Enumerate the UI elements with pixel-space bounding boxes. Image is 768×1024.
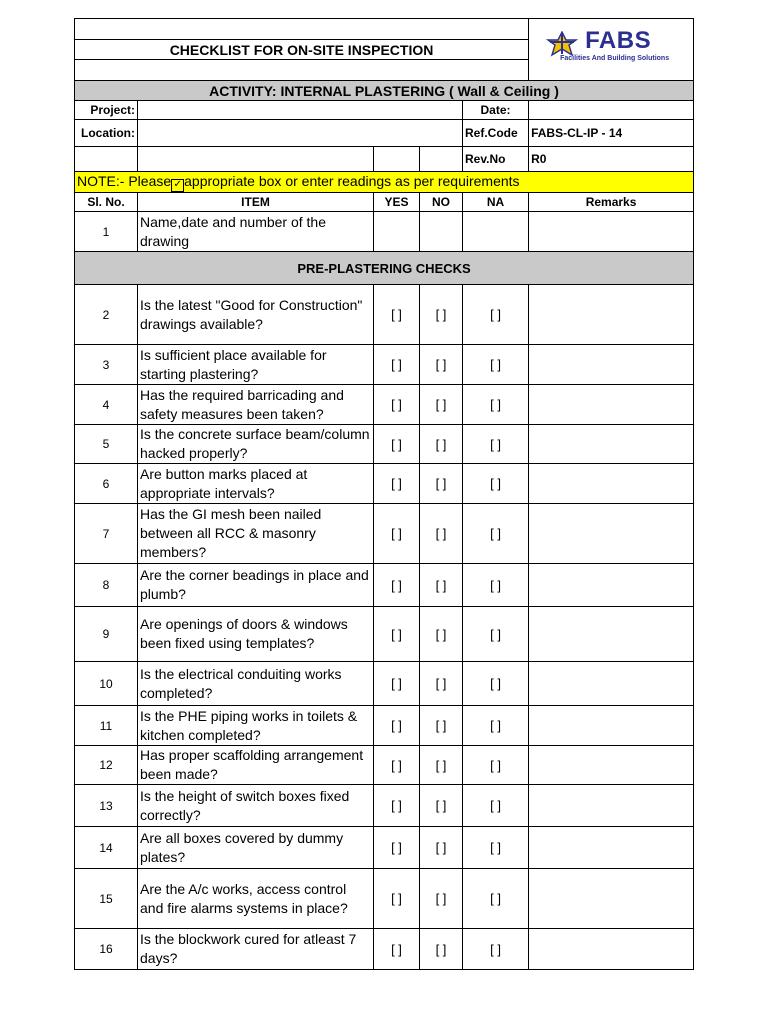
refcode-label: Ref.Code <box>463 120 529 147</box>
row-item: Has the GI mesh been nailed between all RCC & masonry members? <box>138 504 374 564</box>
yes-checkbox[interactable]: [ ] <box>374 607 420 662</box>
row-number: 3 <box>75 345 138 385</box>
blank-cell <box>75 147 138 172</box>
blank-top-cell <box>75 19 529 40</box>
yes-checkbox[interactable]: [ ] <box>374 345 420 385</box>
table-row <box>75 504 694 564</box>
no-cell[interactable] <box>420 212 463 252</box>
yes-checkbox[interactable]: [ ] <box>374 425 420 464</box>
yes-checkbox[interactable]: [ ] <box>374 564 420 607</box>
instruction-note <box>75 172 694 193</box>
yes-cell[interactable] <box>374 212 420 252</box>
row-number: 12 <box>75 746 138 785</box>
date-field[interactable] <box>529 101 694 120</box>
row-number: 15 <box>75 869 138 929</box>
na-checkbox[interactable]: [ ] <box>463 607 529 662</box>
yes-checkbox[interactable]: [ ] <box>374 464 420 504</box>
row-number: 16 <box>75 929 138 970</box>
no-checkbox[interactable]: [ ] <box>420 464 463 504</box>
no-checkbox[interactable]: [ ] <box>420 345 463 385</box>
yes-checkbox[interactable]: [ ] <box>374 929 420 970</box>
table-row <box>75 425 694 464</box>
row-number: 11 <box>75 706 138 746</box>
na-checkbox[interactable]: [ ] <box>463 385 529 425</box>
row-item: Is the blockwork cured for atleast 7 days? <box>138 929 374 970</box>
no-checkbox[interactable]: [ ] <box>420 385 463 425</box>
remarks-cell[interactable] <box>529 345 694 385</box>
remarks-cell[interactable] <box>529 285 694 345</box>
no-checkbox[interactable]: [ ] <box>420 285 463 345</box>
row-item: Has the required barricading and safety measures been taken? <box>138 385 374 425</box>
yes-checkbox[interactable]: [ ] <box>374 285 420 345</box>
fabs-cross-logo-icon <box>545 31 579 57</box>
row-number: 7 <box>75 504 138 564</box>
table-row <box>75 706 694 746</box>
table-row <box>75 607 694 662</box>
row-number: 13 <box>75 785 138 827</box>
yes-checkbox[interactable]: [ ] <box>374 706 420 746</box>
row-item: Are button marks placed at appropriate intervals? <box>138 464 374 504</box>
row-item: Name,date and number of the drawing <box>138 212 374 252</box>
remarks-cell[interactable] <box>529 929 694 970</box>
na-checkbox[interactable]: [ ] <box>463 785 529 827</box>
revno-value: R0 <box>529 147 694 172</box>
no-checkbox[interactable]: [ ] <box>420 827 463 869</box>
activity-title: ACTIVITY: INTERNAL PLASTERING ( Wall & Ceiling ) <box>75 81 694 101</box>
row-item: Are all boxes covered by dummy plates? <box>138 827 374 869</box>
no-checkbox[interactable]: [ ] <box>420 425 463 464</box>
remarks-cell[interactable] <box>529 746 694 785</box>
na-checkbox[interactable]: [ ] <box>463 662 529 706</box>
project-field[interactable] <box>138 101 463 120</box>
na-checkbox[interactable]: [ ] <box>463 706 529 746</box>
refcode-value: FABS-CL-IP - 14 <box>529 120 694 147</box>
na-checkbox[interactable]: [ ] <box>463 869 529 929</box>
checkbox-check-icon: ✓ <box>171 179 184 192</box>
na-cell[interactable] <box>463 212 529 252</box>
note-suffix: appropriate box or enter readings as per requirements <box>184 172 520 189</box>
remarks-cell[interactable] <box>529 504 694 564</box>
remarks-cell[interactable] <box>529 869 694 929</box>
project-label: Project: <box>75 101 138 120</box>
col-header-no: NO <box>420 193 463 212</box>
row-item: Are openings of doors & windows been fixed using templates? <box>138 607 374 662</box>
table-row <box>75 285 694 345</box>
row-item: Is the electrical conduiting works completed? <box>138 662 374 706</box>
row-number: 5 <box>75 425 138 464</box>
yes-checkbox[interactable]: [ ] <box>374 662 420 706</box>
table-row <box>75 345 694 385</box>
na-checkbox[interactable]: [ ] <box>463 285 529 345</box>
row-number: 6 <box>75 464 138 504</box>
row-number: 2 <box>75 285 138 345</box>
remarks-cell[interactable] <box>529 212 694 252</box>
blank-cell <box>420 147 463 172</box>
blank-cell <box>138 147 374 172</box>
na-checkbox[interactable]: [ ] <box>463 929 529 970</box>
remarks-cell[interactable] <box>529 385 694 425</box>
yes-checkbox[interactable]: [ ] <box>374 746 420 785</box>
row-number: 1 <box>75 212 138 252</box>
col-header-sl: Sl. No. <box>75 193 138 212</box>
no-checkbox[interactable]: [ ] <box>420 662 463 706</box>
na-checkbox[interactable]: [ ] <box>463 345 529 385</box>
col-header-remarks: Remarks <box>529 193 694 212</box>
remarks-cell[interactable] <box>529 564 694 607</box>
col-header-na: NA <box>463 193 529 212</box>
row-number: 10 <box>75 662 138 706</box>
table-row <box>75 662 694 706</box>
yes-checkbox[interactable]: [ ] <box>374 869 420 929</box>
table-row <box>75 212 694 252</box>
no-checkbox[interactable]: [ ] <box>420 706 463 746</box>
yes-checkbox[interactable]: [ ] <box>374 385 420 425</box>
row-item: Is the height of switch boxes fixed correctly? <box>138 785 374 827</box>
row-item: Has proper scaffolding arrangement been made? <box>138 746 374 785</box>
yes-checkbox[interactable]: [ ] <box>374 785 420 827</box>
date-label: Date: <box>463 101 529 120</box>
remarks-cell[interactable] <box>529 827 694 869</box>
remarks-cell[interactable] <box>529 425 694 464</box>
row-item: Is the latest "Good for Construction" drawings available? <box>138 285 374 345</box>
table-row <box>75 929 694 970</box>
no-checkbox[interactable]: [ ] <box>420 746 463 785</box>
row-number: 9 <box>75 607 138 662</box>
no-checkbox[interactable]: [ ] <box>420 929 463 970</box>
location-field[interactable] <box>138 120 463 147</box>
row-number: 8 <box>75 564 138 607</box>
row-item: Is the PHE piping works in toilets & kitchen completed? <box>138 706 374 746</box>
no-checkbox[interactable]: [ ] <box>420 504 463 564</box>
table-row <box>75 827 694 869</box>
na-checkbox[interactable]: [ ] <box>463 504 529 564</box>
logo-cell <box>529 19 694 81</box>
logo-name: FABS <box>585 27 652 54</box>
row-item: Are the corner beadings in place and plumb? <box>138 564 374 607</box>
row-item: Is sufficient place available for starting plastering? <box>138 345 374 385</box>
revno-label: Rev.No <box>463 147 529 172</box>
location-label: Location: <box>75 120 138 147</box>
yes-checkbox[interactable]: [ ] <box>374 504 420 564</box>
table-row <box>75 464 694 504</box>
no-checkbox[interactable]: [ ] <box>420 607 463 662</box>
table-row <box>75 785 694 827</box>
logo-tagline: Facilities And Building Solutions <box>560 55 670 62</box>
remarks-cell[interactable] <box>529 607 694 662</box>
table-row <box>75 564 694 607</box>
yes-checkbox[interactable]: [ ] <box>374 827 420 869</box>
remarks-cell[interactable] <box>529 662 694 706</box>
row-item: Is the concrete surface beam/column hacked properly? <box>138 425 374 464</box>
section-title: PRE-PLASTERING CHECKS <box>75 252 694 285</box>
remarks-cell[interactable] <box>529 785 694 827</box>
row-item: Are the A/c works, access control and fire alarms systems in place? <box>138 869 374 929</box>
na-checkbox[interactable]: [ ] <box>463 746 529 785</box>
na-checkbox[interactable]: [ ] <box>463 564 529 607</box>
table-row <box>75 385 694 425</box>
na-checkbox[interactable]: [ ] <box>463 827 529 869</box>
no-checkbox[interactable]: [ ] <box>420 785 463 827</box>
no-checkbox[interactable]: [ ] <box>420 564 463 607</box>
blank-cell <box>374 147 420 172</box>
table-row <box>75 746 694 785</box>
note-prefix: NOTE:- Please <box>77 172 172 189</box>
na-checkbox[interactable]: [ ] <box>463 464 529 504</box>
row-number: 4 <box>75 385 138 425</box>
table-row <box>75 869 694 929</box>
checklist-table <box>74 18 694 970</box>
na-checkbox[interactable]: [ ] <box>463 425 529 464</box>
no-checkbox[interactable]: [ ] <box>420 869 463 929</box>
page-title: CHECKLIST FOR ON-SITE INSPECTION <box>75 40 529 60</box>
fabs-logo <box>545 27 685 67</box>
remarks-cell[interactable] <box>529 706 694 746</box>
col-header-yes: YES <box>374 193 420 212</box>
col-header-item: ITEM <box>138 193 374 212</box>
row-number: 14 <box>75 827 138 869</box>
blank-title-cell <box>75 60 529 81</box>
remarks-cell[interactable] <box>529 464 694 504</box>
checklist-sheet <box>74 18 693 970</box>
